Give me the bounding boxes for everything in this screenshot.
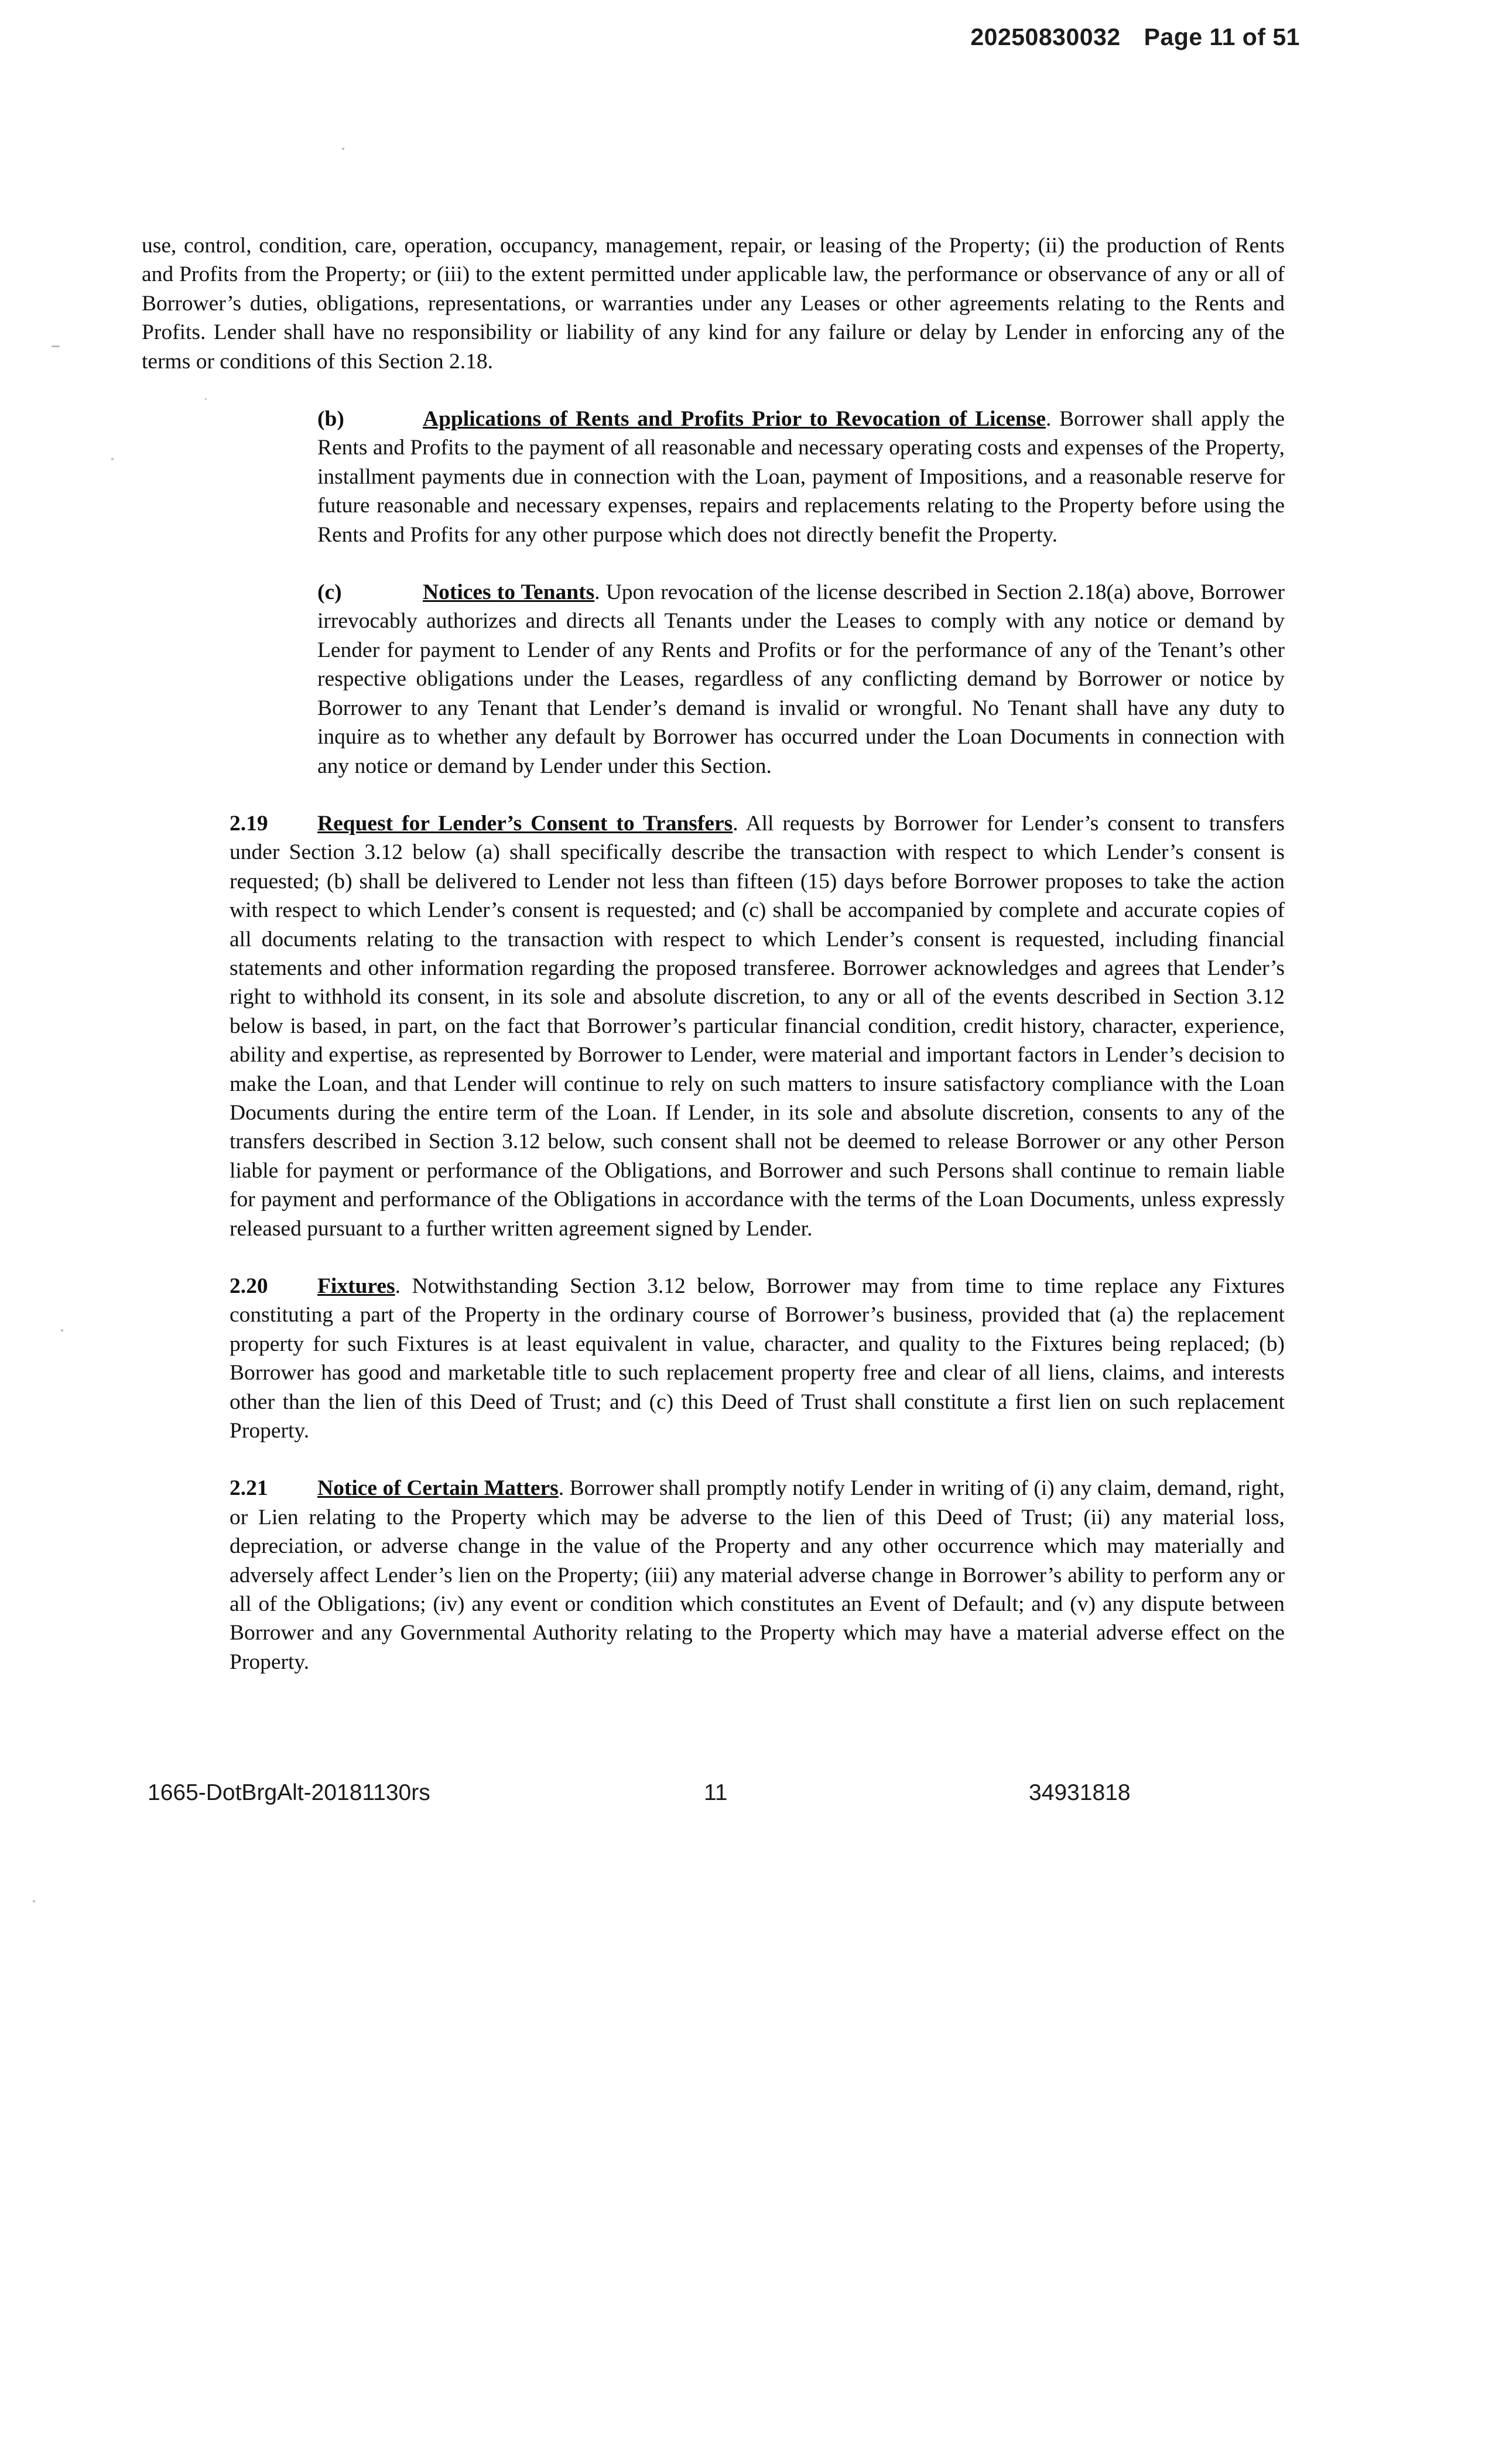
section-text: . Notwithstanding Section 3.12 below, Borrower may from time to time replace any Fixtures constituting a part of the Property in the ordinary course of Borrower’s business, provided that (a) the replacement property for such Fixtures is at least equivalent in value, character, and quality to the Fixtures being replaced; (b) Borrower has good and marketable title to such replacement property free and clear of all liens, claims, and interests other than the lien of this Deed of Trust; and (c) this Deed of Trust shall constitute a first lien on such replacement Property. xyxy=(230,1274,1285,1443)
subsection-label: (c) xyxy=(317,580,342,605)
scan-speck xyxy=(205,398,207,400)
page-footer xyxy=(148,1780,1143,1815)
footer-doc-id: 34931818 xyxy=(1029,1780,1131,1805)
document-body xyxy=(142,231,1285,1705)
page-indicator: Page 11 of 51 xyxy=(1144,23,1300,50)
subsection-text: . Borrower shall apply the Rents and Profits to the payment of all reasonable and necessary operating costs and expenses of the Property, installment payments due in connection with the Loan, payment of Impositions, and a reasonable reserve for future reasonable and necessary expenses, repairs and replacements relating to the Property before using the Rents and Profits for any other purpose which does not directly benefit the Property. xyxy=(317,407,1285,547)
subsection-c xyxy=(142,578,1285,781)
section-heading: Request for Lender’s Consent to Transfers xyxy=(317,811,733,836)
section-text: . Borrower shall promptly notify Lender in writing of (i) any claim, demand, right, or Lien relating to the Property which may be adverse to the lien of this Deed of Trust; (ii) any material loss, depreciation, or adverse change in the value of the Property and any other occurrence which may materially and adversely affect Lender’s lien on the Property; (iii) any material adverse change in Borrower’s ability to perform any or all of the Obligations; (iv) any event or condition which constitutes an Event of Default; and (v) any dispute between Borrower and any Governmental Authority relating to the Property which may have a material adverse effect on the Property. xyxy=(230,1476,1285,1674)
section-2-19 xyxy=(142,809,1285,1243)
document-number: 20250830032 xyxy=(970,23,1121,50)
section-heading: Fixtures xyxy=(317,1274,395,1298)
subsection-label: (b) xyxy=(317,407,344,432)
section-number: 2.21 xyxy=(230,1476,268,1501)
scan-speck xyxy=(342,148,344,150)
section-text: . All requests by Borrower for Lender’s consent to transfers under Section 3.12 below (a) shall specifically describe the transaction with respect to which Lender’s consent is requested; (b) shall be delivered to Lender not less than fifteen (15) days before Borrower proposes to take the action with respect to which Lender’s consent is requested; and (c) shall be accompanied by complete and accurate copies of all documents relating to the transaction with respect to which Lender’s consent is requested, including financial statements and other information regarding the proposed transferee. Borrower acknowledges and agrees that Lender’s right to withhold its consent, in its sole and absolute discretion, to any or all of the events described in Section 3.12 below is based, in part, on the fact that Borrower’s particular financial condition, credit history, character, experience, ability and expertise, as represented by Borrower to Lender, were material and important factors in Lender’s decision to make the Loan, and that Lender will continue to rely on such matters to insure satisfactory compliance with the Loan Documents during the entire term of the Loan. If Lender, in its sole and absolute discretion, consents to any of the transfers described in Section 3.12 below, such consent shall not be deemed to release Borrower or any other Person liable for payment or performance of the Obligations, and Borrower and such Persons shall continue to remain liable for payment and performance of the Obligations in accordance with the terms of the Loan Documents, unless expressly released pursuant to a further written agreement signed by Lender. xyxy=(230,811,1285,1241)
subsection-text: . Upon revocation of the license described in Section 2.18(a) above, Borrower irrevocably authorizes and directs all Tenants under the Leases to comply with any notice or demand by Lender for payment to Lender of any Rents and Profits or for the performance of any of the Tenant’s other respective obligations under the Leases, regardless of any conflicting demand by Borrower or notice by Borrower to any Tenant that Lender’s demand is invalid or wrongful. No Tenant shall have any duty to inquire as to whether any default by Borrower has occurred under the Loan Documents in connection with any notice or demand by Lender under this Section. xyxy=(317,580,1285,778)
subsection-heading: Notices to Tenants xyxy=(423,580,595,605)
continuation-paragraph: use, control, condition, care, operation, occupancy, management, repair, or leasing of the Property; (ii) the production of Rents and Profits from the Property; or (iii) to the extent permitted under applicable law, the performance or observance of any or all of Borrower’s duties, obligations, representations, or warranties under any Leases or other agreements relating to the Rents and Profits. Lender shall have no responsibility or liability of any kind for any failure or delay by Lender in enforcing any of the terms or conditions of this Section 2.18. xyxy=(142,234,1285,374)
scan-speck xyxy=(33,1900,35,1902)
section-number: 2.20 xyxy=(230,1274,268,1298)
subsection-heading: Applications of Rents and Profits Prior to Revocation of License xyxy=(423,407,1046,432)
recording-stamp xyxy=(970,23,1300,51)
scan-speck xyxy=(52,345,60,347)
section-2-21 xyxy=(142,1474,1285,1676)
section-heading: Notice of Certain Matters xyxy=(317,1476,559,1501)
section-2-20 xyxy=(142,1272,1285,1445)
scan-speck xyxy=(61,1329,63,1332)
footer-page-number: 11 xyxy=(704,1780,728,1805)
subsection-b xyxy=(142,405,1285,549)
scan-speck xyxy=(111,458,114,460)
form-code: 1665-DotBrgAlt-20181130rs xyxy=(148,1780,430,1805)
section-number: 2.19 xyxy=(230,811,268,836)
